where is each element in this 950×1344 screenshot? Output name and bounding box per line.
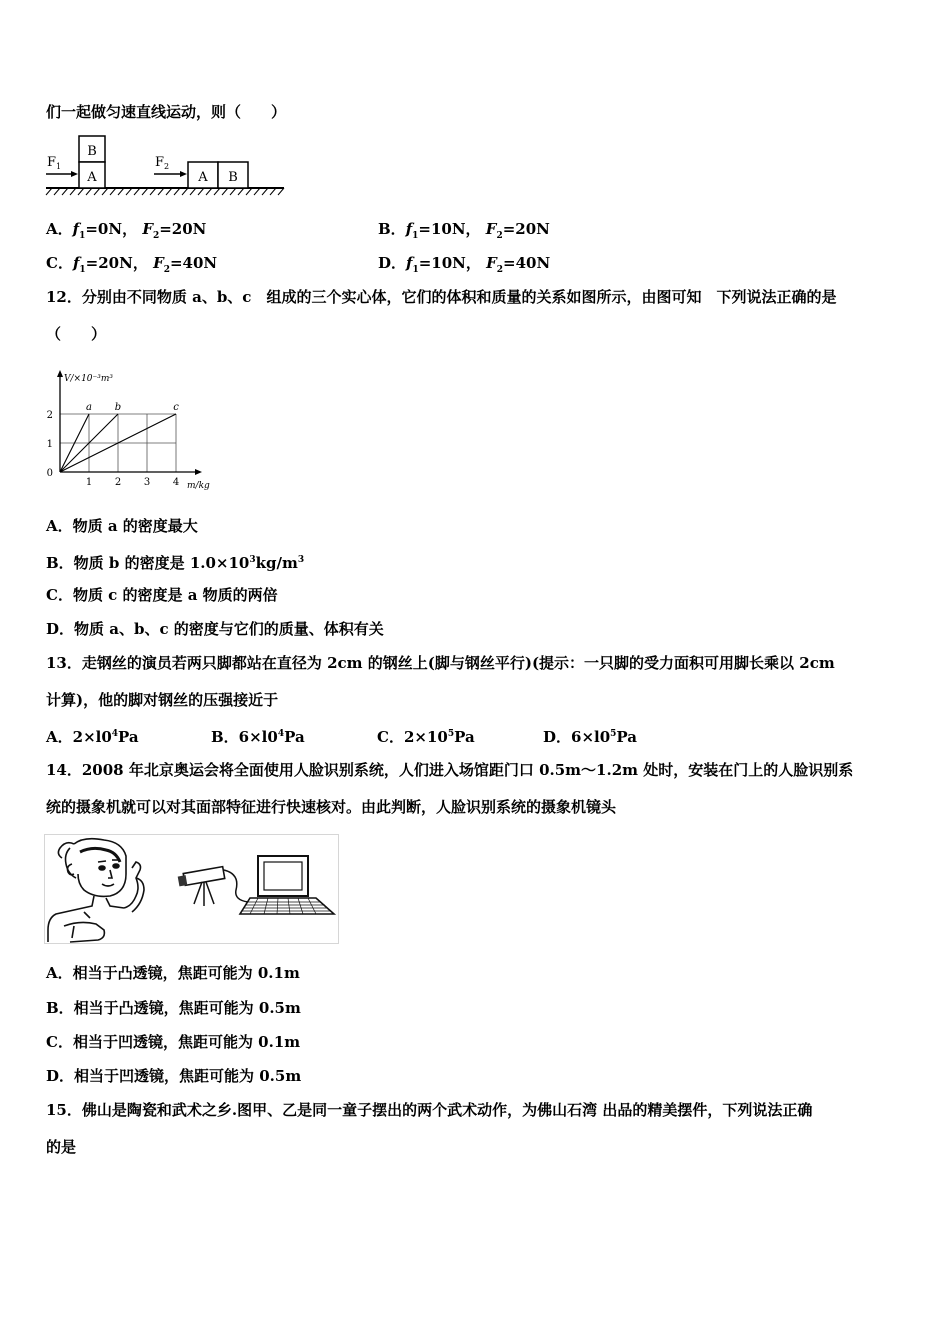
q14-option-b[interactable]: B．相当于凸透镜，焦距可能为 0.5m	[46, 999, 301, 1017]
q13-option-c[interactable]: C．$2\times 10^5Pa$	[377, 728, 475, 746]
q12-option-d[interactable]: D．物质 a、b、c 的密度与它们的质量、体积有关	[46, 620, 384, 638]
x-axis-arrow	[195, 469, 202, 475]
q11-option-c[interactable]: C．$f_1=20N$， $F_2=40N$	[46, 254, 218, 275]
q13-stem-line1: 13．走钢丝的演员若两只脚都站在直径为 2cm 的钢丝上(脚与钢丝平行)(提示：一只脚的受力面积可用脚长乘以 2cm	[46, 654, 835, 672]
q15-stem-line1: 15．佛山是陶瓷和武术之乡.图甲、乙是同一童子摆出的两个武术动作，为佛山石湾 出品的精美摆件，下列说法正确	[46, 1101, 813, 1119]
series-label-a: a	[86, 402, 92, 413]
q13-option-d[interactable]: D．$6\times l0^5Pa$	[543, 728, 638, 746]
series-label-b: b	[114, 402, 122, 413]
q13-option-b[interactable]: B．$6\times l0^4Pa$	[211, 728, 305, 746]
q12-stem-line2: （ ）	[46, 325, 107, 343]
x-tick-label: 2	[114, 477, 122, 488]
x-tick-label: 1	[85, 477, 93, 488]
block-a-label: A	[87, 170, 97, 185]
q14-option-c[interactable]: C．相当于凹透镜，焦距可能为 0.1m	[46, 1033, 301, 1051]
series-label-c: c	[173, 402, 179, 413]
volume-mass-chart	[44, 368, 224, 492]
q14-option-a[interactable]: A．相当于凸透镜，焦距可能为 0.1m	[46, 964, 300, 982]
x-axis-label: m/kg	[187, 481, 210, 491]
x-tick-label: 3	[143, 477, 151, 488]
q14-stem-line1: 14．2008 年北京奥运会将全面使用人脸识别系统，人们进入场馆距门口 0.5m～1.2m 处时，安装在门上的人脸识别系	[46, 761, 854, 779]
face-recognition-figure	[44, 834, 339, 944]
q14-option-d[interactable]: D．相当于凹透镜，焦距可能为 0.5m	[46, 1067, 302, 1085]
y-tick-label: 2	[46, 410, 53, 421]
q13-option-a[interactable]: A．$2\times l0^4Pa$	[46, 728, 139, 746]
f2-label: $F_2$	[155, 155, 170, 171]
block-b-side-label: B	[228, 170, 238, 185]
y-axis-arrow	[57, 370, 63, 377]
x-tick-label: 4	[172, 477, 180, 488]
q12-stem-line1: 12．分别由不同物质 a、b、c 组成的三个实心体，它们的体积和质量的关系如图所示，由图可知 下列说法正确的是	[46, 288, 837, 306]
q13-stem-line2: 计算)，他的脚对钢丝的压强接近于	[46, 691, 279, 709]
q12-option-a[interactable]: A．物质 a 的密度最大	[46, 517, 198, 535]
q11-option-d[interactable]: D．$f_1=10N$， $F_2=40N$	[378, 254, 551, 275]
y-tick-label: 1	[46, 439, 53, 450]
y-tick-label: 0	[46, 468, 53, 479]
q11-option-b[interactable]: B．$f_1=10N$， $F_2=20N$	[378, 220, 550, 241]
q12-option-c[interactable]: C．物质 c 的密度是 a 物质的两倍	[46, 586, 278, 604]
block-b-label: B	[87, 144, 97, 159]
q11-option-a[interactable]: A．$f_1=0N$， $F_2=20N$	[46, 220, 207, 241]
q15-stem-line2: 的是	[46, 1138, 77, 1156]
q12-option-b[interactable]: B．物质 b 的密度是 $1.0\times 10^3kg/m^3$	[46, 554, 305, 572]
q11-stem-tail: 们一起做匀速直线运动，则（ ）	[46, 103, 287, 121]
q11-force-figure	[44, 130, 289, 200]
f1-label: $F_1$	[47, 155, 62, 171]
q14-stem-line2: 统的摄象机就可以对其面部特征进行快速核对。由此判断，人脸识别系统的摄象机镜头	[46, 798, 617, 816]
block-a-side-label: A	[198, 170, 208, 185]
y-axis-label: V/×10⁻³m³	[64, 374, 114, 384]
